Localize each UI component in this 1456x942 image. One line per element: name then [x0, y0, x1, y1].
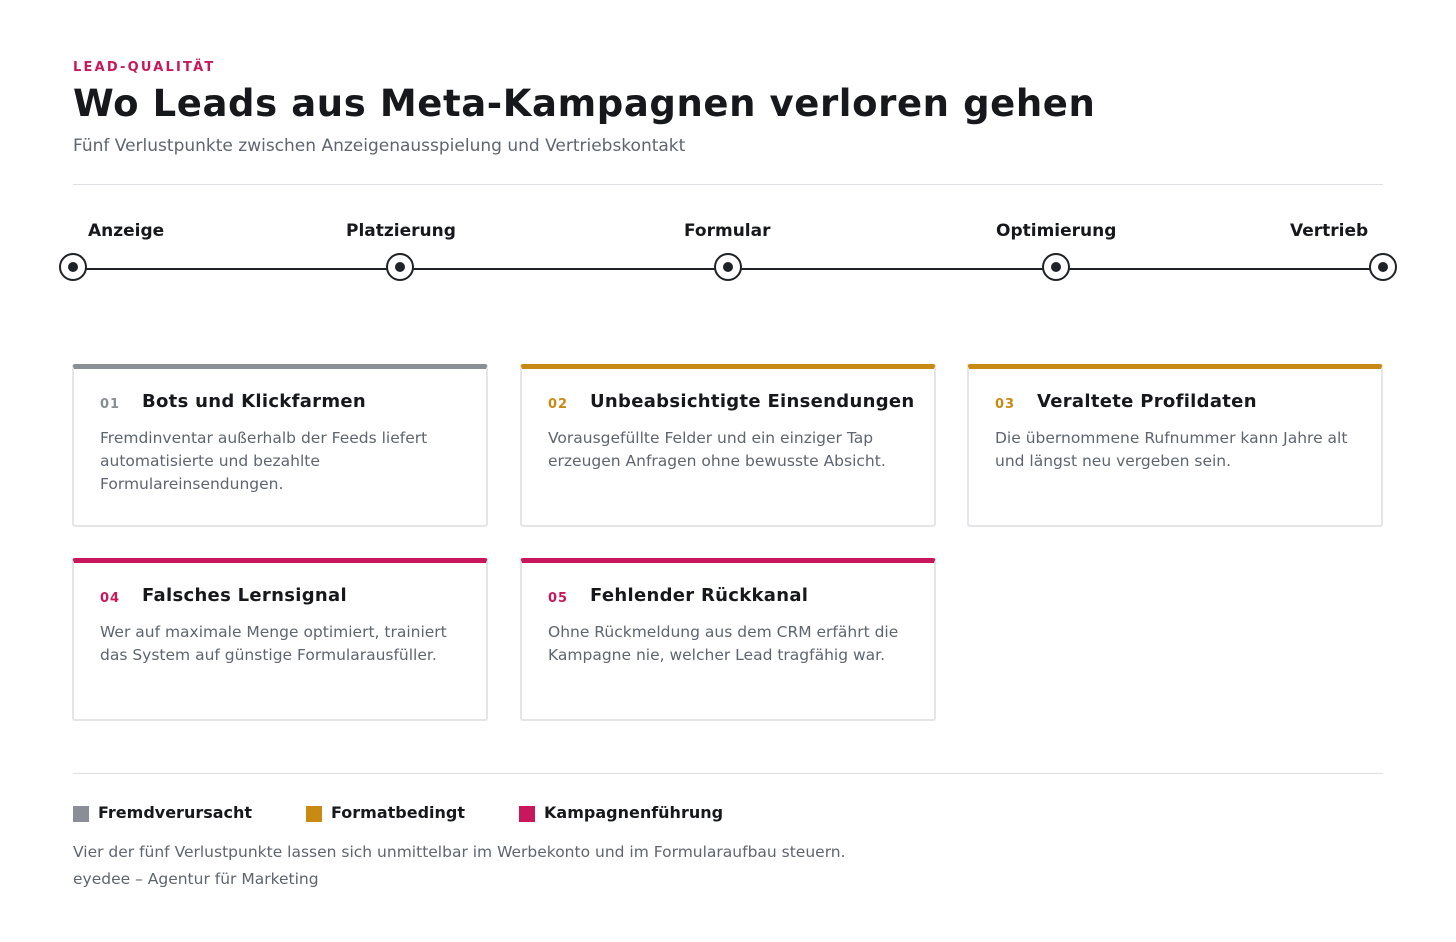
card-title: Veraltete Profildaten: [1037, 391, 1257, 412]
legend-label: Formatbedingt: [331, 803, 466, 822]
card-unbeabsichtigte-einsendungen: [520, 364, 936, 527]
card-number: 03: [995, 397, 1016, 412]
stage-timeline: [0, 210, 1456, 300]
card-title: Unbeabsichtigte Einsendungen: [590, 391, 915, 412]
legend-swatch: [519, 806, 535, 822]
card-falsches-lernsignal: [72, 558, 488, 721]
timeline-label-vertrieb: Vertrieb: [1290, 221, 1369, 241]
timeline-label-platzierung: Platzierung: [346, 221, 456, 241]
bottom-divider: [73, 773, 1383, 774]
legend-label: Fremdverursacht: [98, 803, 253, 822]
timeline-node-vertrieb: [1369, 253, 1397, 281]
card-description: Fremdinventar außerhalb der Feeds liefert automatisierte und bezahlte Formulareinsendungen.: [100, 429, 428, 493]
card-title: Bots und Klickfarmen: [142, 391, 367, 412]
card-number: 04: [100, 591, 121, 606]
top-divider: [73, 184, 1383, 185]
timeline-node-formular: [714, 253, 742, 281]
card-description: Wer auf maximale Menge optimiert, trainiert das System auf günstige Formularausfüller.: [100, 623, 447, 664]
page-title: Wo Leads aus Meta-Kampagnen verloren gehen: [73, 82, 1096, 125]
card-description: Ohne Rückmeldung aus dem CRM erfährt die Kampagne nie, welcher Lead tragfähig war.: [548, 623, 899, 664]
card-description: Die übernommene Rufnummer kann Jahre alt und längst neu vergeben sein.: [995, 429, 1348, 470]
card-veraltete-profildaten: [967, 364, 1383, 527]
footer-note: Vier der fünf Verlustpunkte lassen sich unmittelbar im Werbekonto und im Formularaufbau steuern.: [73, 843, 846, 861]
timeline-label-anzeige: Anzeige: [88, 221, 165, 241]
card-number: 02: [548, 397, 569, 412]
footer-credit: eyedee – Agentur für Marketing: [73, 870, 319, 888]
timeline-node-optimierung: [1042, 253, 1070, 281]
card-number: 01: [100, 397, 121, 412]
card-title: Fehlender Rückkanal: [590, 585, 809, 606]
legend-swatch: [73, 806, 89, 822]
card-title: Falsches Lernsignal: [142, 585, 347, 606]
timeline-node-anzeige: [59, 253, 87, 281]
timeline-label-optimierung: Optimierung: [996, 221, 1117, 241]
card-number: 05: [548, 591, 569, 606]
timeline-node-platzierung: [386, 253, 414, 281]
legend-label: Kampagnenführung: [544, 803, 724, 822]
timeline-node-dot: [395, 262, 405, 272]
card-bots-und-klickfarmen: [72, 364, 488, 527]
legend-swatch: [306, 806, 322, 822]
card-description: Vorausgefüllte Felder und ein einziger Tap erzeugen Anfragen ohne bewusste Absicht.: [548, 429, 886, 470]
timeline-label-formular: Formular: [684, 221, 771, 241]
timeline-node-dot: [1051, 262, 1061, 272]
timeline-node-dot: [68, 262, 78, 272]
card-fehlender-rueckkanal: [520, 558, 936, 721]
timeline-node-dot: [1378, 262, 1388, 272]
page-subtitle: Fünf Verlustpunkte zwischen Anzeigenausspielung und Vertriebskontakt: [73, 136, 686, 156]
timeline-node-dot: [723, 262, 733, 272]
kicker-label: LEAD-QUALITÄT: [73, 60, 216, 75]
